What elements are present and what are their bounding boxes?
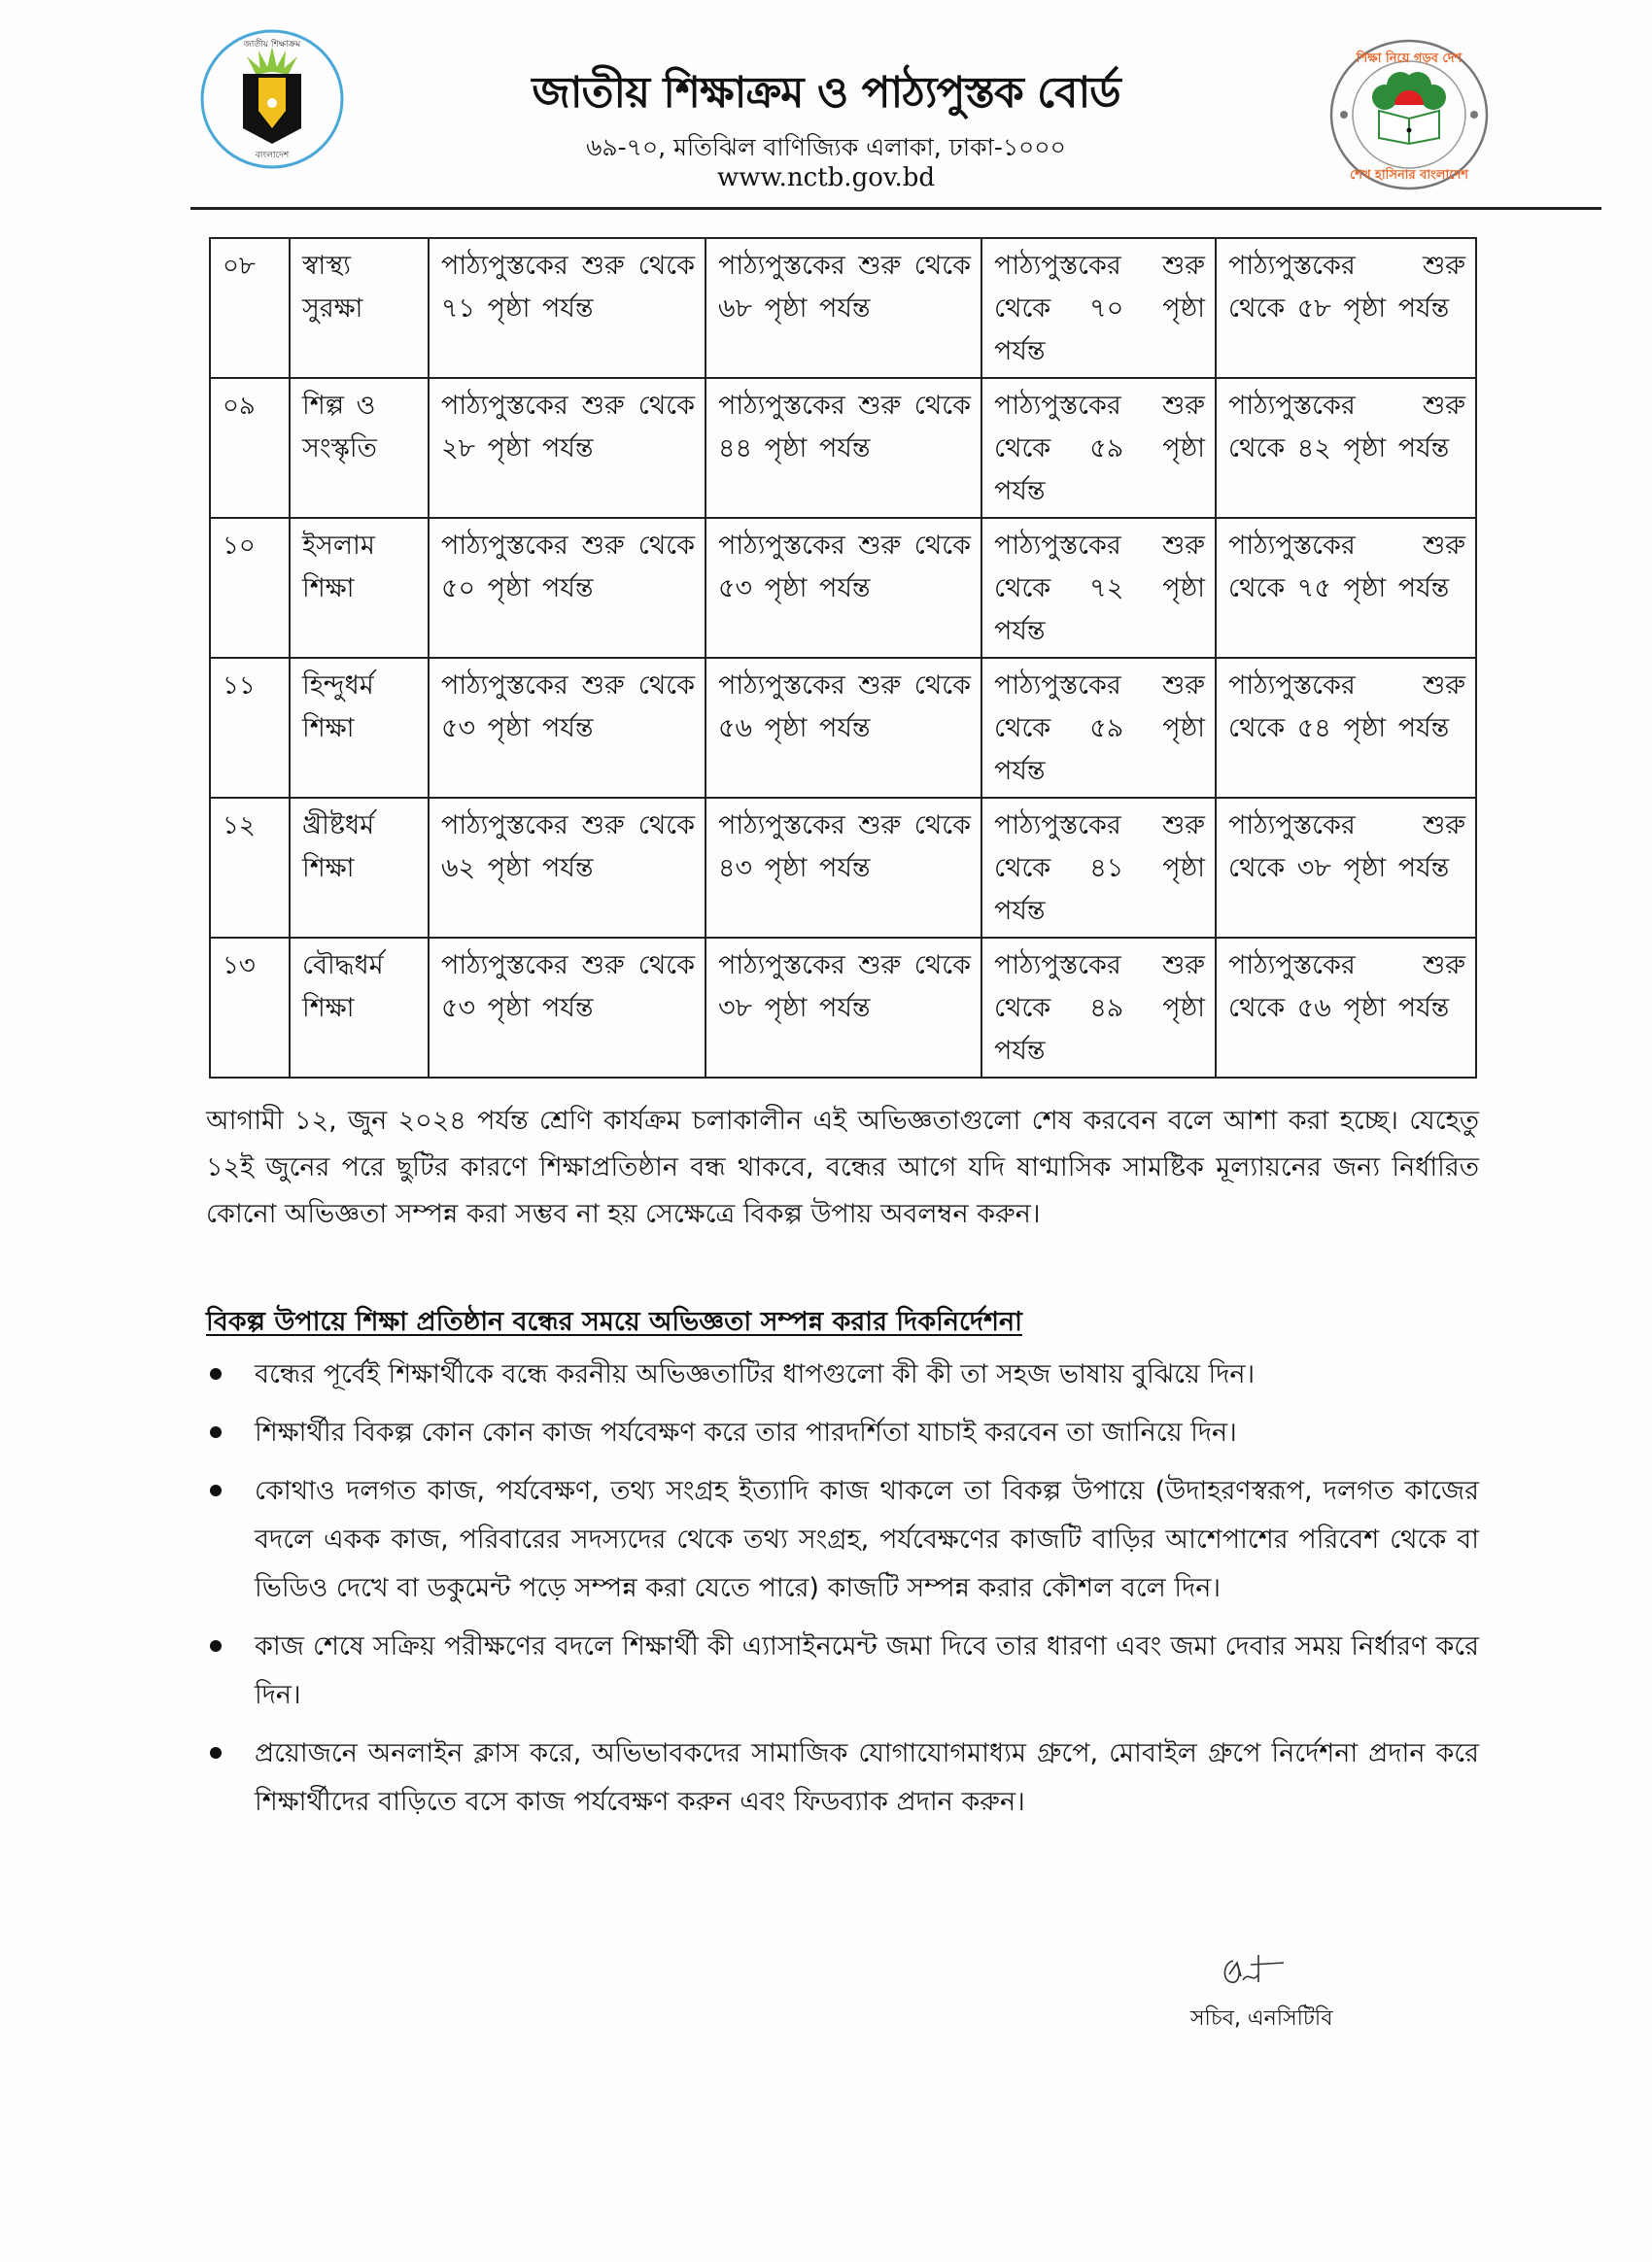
organization-website[interactable]: www.nctb.gov.bd xyxy=(716,163,936,192)
guideline-text: প্রয়োজনে অনলাইন ক্লাস করে, অভিভাবকদের সামাজিক যোগাযোগমাধ্যম গ্রুপে, মোবাইল গ্রুপে নির্দেশনা প্রদান করে শিক্ষার্থীদের বাড়িতে বসে কাজ পর্যবেক্ষণ করুন এবং ফিডব্যাক প্রদান করুন। xyxy=(255,1738,1479,1817)
page-range-cell: পাঠ্যপুস্তকের শুরু থেকে ৫৩ পৃষ্ঠা পর্যন্ত xyxy=(706,518,981,658)
page-range-cell: পাঠ্যপুস্তকের শুরু থেকে ৫৬ পৃষ্ঠা পর্যন্ত xyxy=(1216,938,1476,1078)
page-range-cell: পাঠ্যপুস্তকের শুরু থেকে ৪২ পৃষ্ঠা পর্যন্ত xyxy=(1216,378,1476,518)
page-range-cell: পাঠ্যপুস্তকের শুরু থেকে ৭৫ পৃষ্ঠা পর্যন্ত xyxy=(1216,518,1476,658)
page-range-cell: পাঠ্যপুস্তকের শুরু থেকে ৫৩ পৃষ্ঠা পর্যন্ত xyxy=(429,938,706,1078)
page-range-cell: পাঠ্যপুস্তকের শুরু থেকে ৬৮ পৃষ্ঠা পর্যন্ত xyxy=(706,238,981,378)
page-range-cell: পাঠ্যপুস্তকের শুরু থেকে ৩৮ পৃষ্ঠা পর্যন্ত xyxy=(706,938,981,1078)
page-range-cell: পাঠ্যপুস্তকের শুরু থেকে ৪৯ পৃষ্ঠা পর্যন্ত xyxy=(981,938,1216,1078)
signatory-title: সচিব, এনসিটিবি xyxy=(1190,2006,1333,2031)
guideline-item xyxy=(206,1623,1479,1720)
guideline-item xyxy=(206,1409,1479,1457)
guideline-item xyxy=(206,1351,1479,1399)
serial-number: ১০ xyxy=(210,518,290,658)
table-row xyxy=(210,798,1476,938)
guideline-text: বন্ধের পূর্বেই শিক্ষার্থীকে বন্ধে করনীয় অভিজ্ঞতাটির ধাপগুলো কী কী তা সহজ ভাষায় বুঝিয়ে দিন। xyxy=(255,1359,1256,1389)
page-range-cell: পাঠ্যপুস্তকের শুরু থেকে ৫৬ পৃষ্ঠা পর্যন্ত xyxy=(706,658,981,798)
page-range-cell: পাঠ্যপুস্তকের শুরু থেকে ২৮ পৃষ্ঠা পর্যন্ত xyxy=(429,378,706,518)
subject-name: হিন্দুধর্ম শিক্ষা xyxy=(290,658,429,798)
svg-text:শিক্ষা নিয়ে গড়ব দেশ: শিক্ষা নিয়ে গড়ব দেশ xyxy=(1356,51,1463,66)
bullet-icon xyxy=(210,1485,222,1496)
signature xyxy=(1220,1951,1288,1992)
page-range-cell: পাঠ্যপুস্তকের শুরু থেকে ৪৩ পৃষ্ঠা পর্যন্ত xyxy=(706,798,981,938)
page-range-cell: পাঠ্যপুস্তকের শুরু থেকে ৩৮ পৃষ্ঠা পর্যন্ত xyxy=(1216,798,1476,938)
serial-number: ১১ xyxy=(210,658,290,798)
page-range-cell: পাঠ্যপুস্তকের শুরু থেকে ৫৯ পৃষ্ঠা পর্যন্ত xyxy=(981,658,1216,798)
guideline-text: কাজ শেষে সক্রিয় পরীক্ষণের বদলে শিক্ষার্থী কী এ্যাসাইনমেন্ট জমা দিবে তার ধারণা এবং জমা দেবার সময় নির্ধারণ করে দিন। xyxy=(255,1631,1479,1710)
bullet-icon xyxy=(210,1426,222,1438)
subject-name: শিল্প ও সংস্কৃতি xyxy=(290,378,429,518)
table-row xyxy=(210,658,1476,798)
guideline-item xyxy=(206,1730,1479,1827)
organization-name: জাতীয় শিক্ষাক্রম ও পাঠ্যপুস্তক বোর্ড xyxy=(532,68,1120,118)
bullet-icon xyxy=(210,1747,222,1759)
page-range-cell: পাঠ্যপুস্তকের শুরু থেকে ৪১ পৃষ্ঠা পর্যন্ত xyxy=(981,798,1216,938)
svg-text:জাতীয় শিক্ষাক্রম: জাতীয় শিক্ষাক্রম xyxy=(243,40,301,50)
table-row xyxy=(210,238,1476,378)
subject-name: খ্রীষ্টধর্ম শিক্ষা xyxy=(290,798,429,938)
serial-number: ১২ xyxy=(210,798,290,938)
serial-number: ০৮ xyxy=(210,238,290,378)
table-row xyxy=(210,378,1476,518)
guideline-item xyxy=(206,1467,1479,1613)
handwritten-signature-icon xyxy=(1220,1951,1288,1992)
page-range-cell: পাঠ্যপুস্তকের শুরু থেকে ৪৪ পৃষ্ঠা পর্যন্ত xyxy=(706,378,981,518)
serial-number: ১৩ xyxy=(210,938,290,1078)
page-range-cell: পাঠ্যপুস্তকের শুরু থেকে ৭০ পৃষ্ঠা পর্যন্ত xyxy=(981,238,1216,378)
organization-address: ৬৯-৭০, মতিঝিল বাণিজ্যিক এলাকা, ঢাকা-১০০০ xyxy=(586,133,1066,161)
subject-name: বৌদ্ধধর্ম শিক্ষা xyxy=(290,938,429,1078)
subject-name: ইসলাম শিক্ষা xyxy=(290,518,429,658)
syllabus-table xyxy=(209,237,1477,1079)
table-row xyxy=(210,518,1476,658)
page-range-cell: পাঠ্যপুস্তকের শুরু থেকে ৭২ পৃষ্ঠা পর্যন্ত xyxy=(981,518,1216,658)
completion-notice-paragraph: আগামী ১২, জুন ২০২৪ পর্যন্ত শ্রেণি কার্যক্রম চলাকালীন এই অভিজ্ঞতাগুলো শেষ করবেন বলে আশা করা হচ্ছে। যেহেতু ১২ই জুনের পরে ছুটির কারণে শিক্ষাপ্রতিষ্ঠান বন্ধ থাকবে, বন্ধের আগে যদি ষাণ্মাসিক সামষ্টিক মূল্যায়নের জন্য নির্ধারিত কোনো অভিজ্ঞতা সম্পন্ন করা সম্ভব না হয় সেক্ষেত্রে বিকল্প উপায় অবলম্বন করুন। xyxy=(206,1106,1479,1229)
page-range-cell: পাঠ্যপুস্তকের শুরু থেকে ৫৯ পৃষ্ঠা পর্যন্ত xyxy=(981,378,1216,518)
guideline-text: শিক্ষার্থীর বিকল্প কোন কোন কাজ পর্যবেক্ষণ করে তার পারদর্শিতা যাচাই করবেন তা জানিয়ে দিন। xyxy=(255,1418,1237,1448)
page-range-cell: পাঠ্যপুস্তকের শুরু থেকে ৫৩ পৃষ্ঠা পর্যন্ত xyxy=(429,658,706,798)
page-range-cell: পাঠ্যপুস্তকের শুরু থেকে ৭১ পৃষ্ঠা পর্যন্ত xyxy=(429,238,706,378)
campaign-logo xyxy=(1317,37,1501,192)
bullet-icon xyxy=(210,1368,222,1380)
subject-name: স্বাস্থ্য সুরক্ষা xyxy=(290,238,429,378)
table-row xyxy=(210,938,1476,1078)
page-range-cell: পাঠ্যপুস্তকের শুরু থেকে ৫৮ পৃষ্ঠা পর্যন্ত xyxy=(1216,238,1476,378)
education-campaign-emblem-icon xyxy=(1317,37,1501,192)
page-range-cell: পাঠ্যপুস্তকের শুরু থেকে ৫৪ পৃষ্ঠা পর্যন্ত xyxy=(1216,658,1476,798)
guideline-list xyxy=(206,1351,1479,1836)
bullet-icon xyxy=(210,1640,222,1652)
header-divider xyxy=(190,207,1601,210)
section-heading: বিকল্প উপায়ে শিক্ষা প্রতিষ্ঠান বন্ধের সময়ে অভিজ্ঞতা সম্পন্ন করার দিকনির্দেশনা xyxy=(206,1307,1022,1337)
page-range-cell: পাঠ্যপুস্তকের শুরু থেকে ৬২ পৃষ্ঠা পর্যন্ত xyxy=(429,798,706,938)
guideline-text: কোথাও দলগত কাজ, পর্যবেক্ষণ, তথ্য সংগ্রহ ইত্যাদি কাজ থাকলে তা বিকল্প উপায়ে (উদাহরণস্বরূপ, দলগত কাজের বদলে একক কাজ, পরিবারের সদস্যদের থেকে তথ্য সংগ্রহ, পর্যবেক্ষণের কাজটি বাড়ির আশেপাশের পরিবেশ থেকে বা ভিডিও দেখে বা ডকুমেন্ট পড়ে সম্পন্ন করা যেতে পারে) কাজটি সম্পন্ন করার কৌশল বলে দিন। xyxy=(255,1476,1479,1603)
svg-text:বাংলাদেশ: বাংলাদেশ xyxy=(255,151,290,160)
page-range-cell: পাঠ্যপুস্তকের শুরু থেকে ৫০ পৃষ্ঠা পর্যন্ত xyxy=(429,518,706,658)
svg-text:শেখ হাসিনার বাংলাদেশ: শেখ হাসিনার বাংলাদেশ xyxy=(1350,168,1468,183)
serial-number: ০৯ xyxy=(210,378,290,518)
